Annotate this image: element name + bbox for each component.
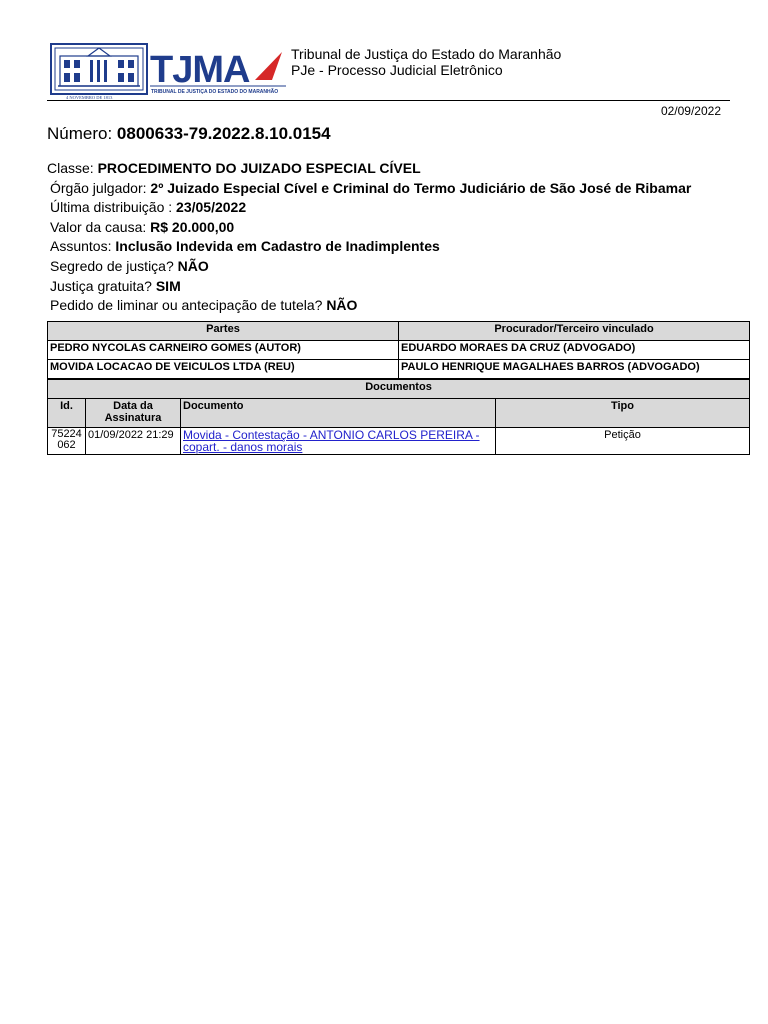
field-label: Justiça gratuita? [50, 277, 152, 294]
table-row [48, 428, 750, 455]
column-header-procurador: Procurador/Terceiro vinculado [399, 322, 750, 341]
field-value: NÃO [177, 257, 209, 274]
field-assuntos [47, 237, 737, 257]
field-label: Classe: [47, 160, 94, 176]
field-label: Última distribuição : [50, 199, 173, 216]
field-orgao [47, 179, 737, 199]
field-value: NÃO [326, 297, 358, 314]
documents-title: Documentos [48, 380, 750, 399]
field-label: Pedido de liminar ou antecipação de tutela? [50, 297, 323, 314]
tribunal-name: Tribunal de Justiça do Estado do Maranhão [291, 46, 562, 62]
field-classe [47, 159, 737, 179]
partes-table [47, 321, 750, 379]
field-value: PROCEDIMENTO DO JUIZADO ESPECIAL CÍVEL [97, 160, 421, 176]
process-number [47, 124, 331, 144]
column-header-type: Tipo [496, 399, 750, 428]
lawyer-cell: EDUARDO MORAES DA CRUZ (ADVOGADO) [399, 341, 750, 360]
field-label: Assuntos: [50, 238, 112, 255]
party-cell: PEDRO NYCOLAS CARNEIRO GOMES (AUTOR) [48, 341, 399, 360]
document-type-cell: Petição [496, 428, 750, 455]
tribunal-info [291, 46, 561, 78]
document-link-cell [181, 428, 496, 455]
column-header-partes: Partes [48, 322, 399, 341]
svg-text:4 NOVEMBRO DE 1813: 4 NOVEMBRO DE 1813 [66, 95, 113, 100]
table-row [48, 360, 750, 379]
table-title-row [48, 380, 750, 399]
column-header-id: Id. [48, 399, 86, 428]
field-valor [47, 218, 737, 238]
document-date-cell: 01/09/2022 21:29 [86, 428, 181, 455]
header-divider [47, 100, 730, 101]
field-value: R$ 20.000,00 [150, 218, 235, 235]
tjma-logo [50, 42, 288, 100]
documents-table [47, 379, 750, 455]
table-header-row [48, 322, 750, 341]
field-segredo [47, 257, 737, 277]
field-label: Segredo de justiça? [50, 257, 174, 274]
document-link[interactable]: Movida - Contestação - ANTONIO CARLOS PEREIRA - copart. - danos morais [183, 428, 480, 454]
process-number-label: Número: [47, 124, 113, 143]
svg-text:TRIBUNAL DE JUSTIÇA DO ESTADO: TRIBUNAL DE JUSTIÇA DO ESTADO DO MARANHÃO [151, 89, 279, 95]
column-header-document: Documento [181, 399, 496, 428]
document-id-line1: 75224 [51, 428, 82, 440]
table-header-row [48, 399, 750, 428]
tjma-logo-graphic [50, 42, 288, 100]
field-value: 23/05/2022 [176, 199, 247, 216]
system-name: PJe - Processo Judicial Eletrônico [291, 62, 503, 78]
table-row [48, 341, 750, 360]
process-number-value: 0800633-79.2022.8.10.0154 [116, 124, 331, 143]
page-header [50, 42, 730, 100]
field-gratuita [47, 277, 737, 297]
document-id-line2: 062 [57, 439, 76, 451]
party-cell: MOVIDA LOCACAO DE VEICULOS LTDA (REU) [48, 360, 399, 379]
document-id-cell [48, 428, 86, 455]
report-date: 02/09/2022 [660, 104, 721, 118]
field-value: 2º Juizado Especial Cível e Criminal do Termo Judiciário de São José de Ribamar [150, 179, 692, 196]
process-fields [47, 159, 737, 316]
field-label: Órgão julgador: [50, 179, 147, 196]
field-liminar [47, 296, 737, 316]
field-value: Inclusão Indevida em Cadastro de Inadimplentes [115, 238, 440, 255]
lawyer-cell: PAULO HENRIQUE MAGALHAES BARROS (ADVOGADO) [399, 360, 750, 379]
field-value: SIM [155, 277, 181, 294]
field-distribuicao [47, 198, 737, 218]
svg-text:TJMA: TJMA [150, 49, 250, 91]
field-label: Valor da causa: [50, 218, 147, 235]
column-header-date: Data da Assinatura [86, 399, 181, 428]
